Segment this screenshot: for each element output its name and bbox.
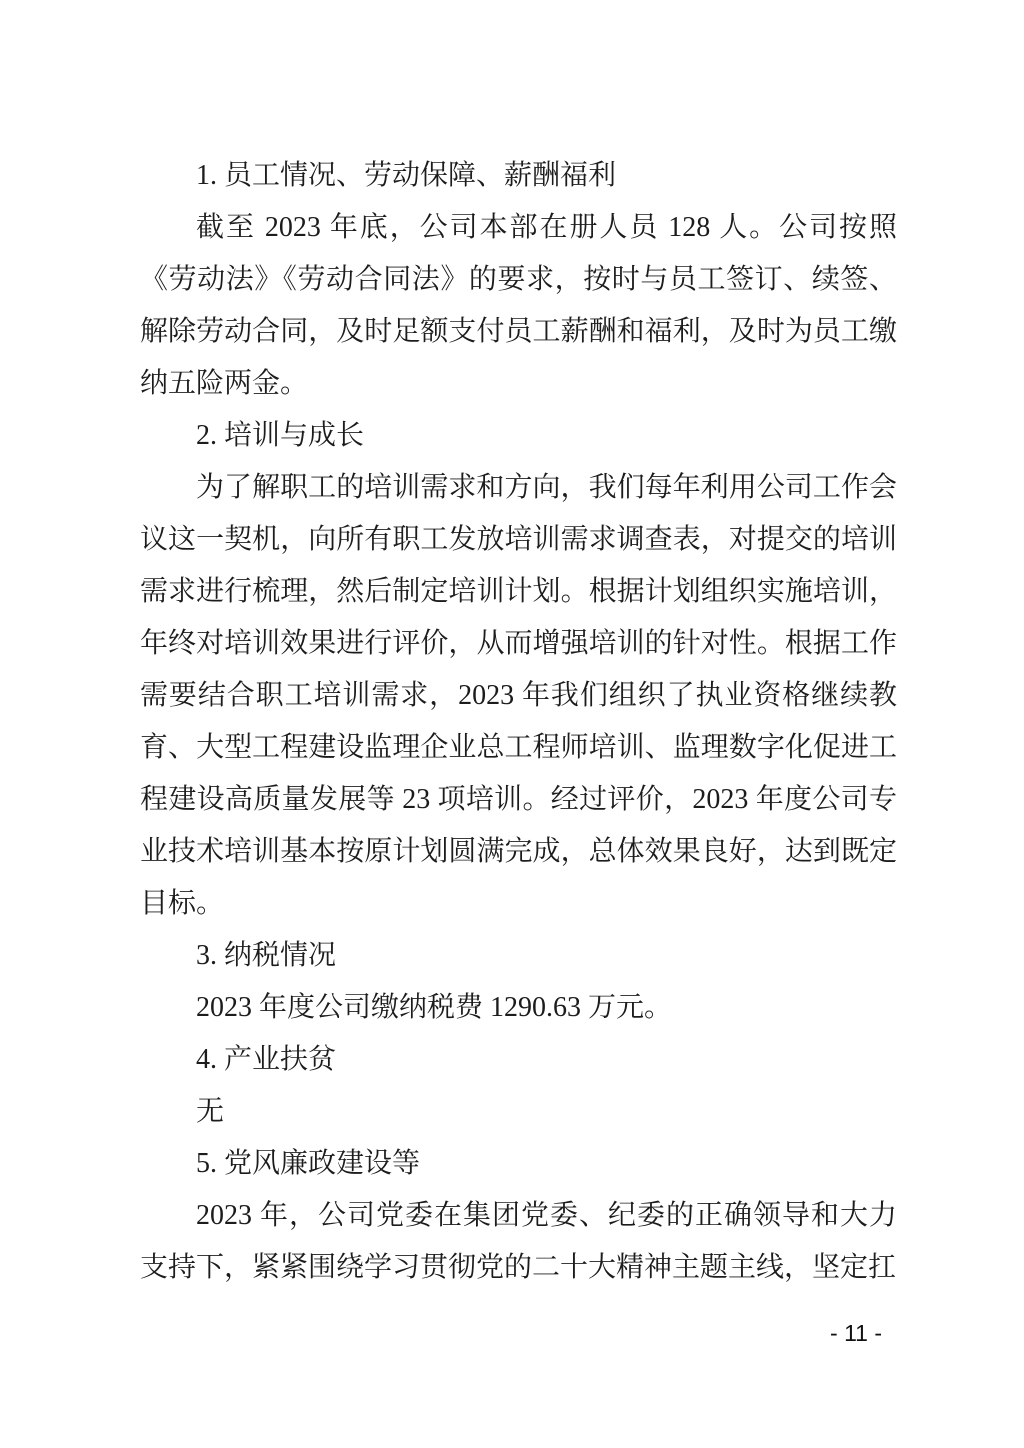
heading-poverty-alleviation: 4. 产业扶贫 — [196, 1044, 337, 1075]
document-body — [140, 150, 897, 1294]
para-party-conduct: 2023 年，公司党委在集团党委、纪委的正确领导和大力支持下，紧紧围绕学习贯彻党的二十大精神主题主线，坚定扛 — [140, 1200, 897, 1283]
para-employee-welfare: 截至 2023 年底，公司本部在册人员 128 人。公司按照《劳动法》《劳动合同法》的要求，按时与员工签订、续签、解除劳动合同，及时足额支付员工薪酬和福利，及时为员工缴纳五险两金。 — [140, 212, 897, 399]
heading-employee-welfare: 1. 员工情况、劳动保障、薪酬福利 — [196, 160, 617, 191]
page-number: - 11 - — [830, 1320, 882, 1346]
heading-party-conduct: 5. 党风廉政建设等 — [196, 1148, 421, 1179]
heading-tax-status: 3. 纳税情况 — [196, 940, 337, 971]
para-training-growth: 为了解职工的培训需求和方向，我们每年利用公司工作会议这一契机，向所有职工发放培训需求调查表，对提交的培训需求进行梳理，然后制定培训计划。根据计划组织实施培训，年终对培训效果进行评价，从而增强培训的针对性。根据工作需要结合职工培训需求，2023 年我们组织了执业资格继续教育、大型工程建设监理企业总工程师培训、监理数字化促进工程建设高质量发展等 23 项培训。经过评价，2023 年度公司专业技术培训基本按原计划圆满完成，总体效果良好，达到既定目标。 — [140, 472, 897, 919]
heading-training-growth: 2. 培训与成长 — [196, 420, 365, 451]
para-tax-status: 2023 年度公司缴纳税费 1290.63 万元。 — [196, 992, 673, 1023]
para-poverty-alleviation: 无 — [196, 1096, 225, 1127]
